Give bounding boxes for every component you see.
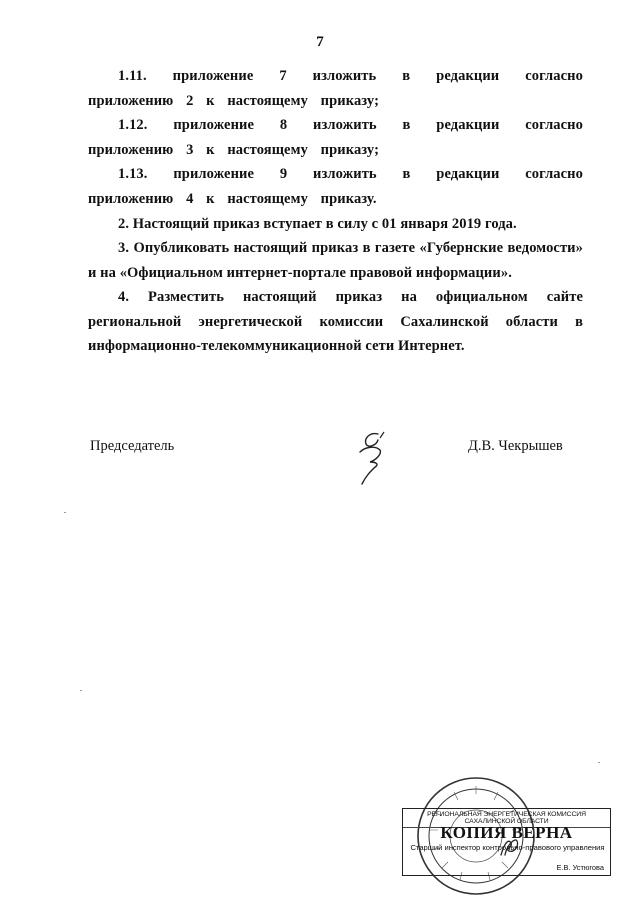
stamp-title: КОПИЯ ВЕРНА (440, 823, 573, 842)
paragraph-text: 1.12. приложение 8 изложить в редакции согласно приложению 3 к настоящему приказу; (88, 117, 583, 158)
stamp-organization: РЕГИОНАЛЬНАЯ ЭНЕРГЕТИЧЕСКАЯ КОМИССИЯ САХАЛИНСКОЙ ОБЛАСТИ (403, 811, 610, 828)
stamp-signer-name: Е.В. Устюгова (556, 863, 604, 872)
stamp-signature (495, 835, 525, 859)
paragraph-text: 2. Настоящий приказ вступает в силу с 01 января 2019 года. (118, 216, 517, 232)
paragraph-4 (88, 285, 583, 359)
scan-speck (64, 512, 66, 513)
scan-speck (598, 762, 600, 763)
paragraph-text: 1.11. приложение 7 изложить в редакции согласно приложению 2 к настоящему приказу; (88, 68, 583, 109)
paragraph-1-11 (88, 64, 583, 113)
scan-speck (80, 690, 82, 691)
paragraph-2 (88, 212, 583, 237)
paragraph-text: 3. Опубликовать настоящий приказ в газете «Губернские ведомости» и на «Официальном интернет-портале правовой информации». (88, 240, 583, 281)
page-number: 7 (316, 34, 324, 50)
signatory-position: Председатель (90, 438, 175, 454)
stamp-position: Старший инспектор контрольно-правового управления (410, 843, 605, 852)
signatory-name: Д.В. Чекрышев (468, 438, 563, 454)
handwritten-signature (350, 428, 400, 488)
paragraph-1-13 (88, 162, 583, 211)
certification-stamp (402, 808, 611, 876)
paragraph-3 (88, 236, 583, 285)
paragraph-text: 1.13. приложение 9 изложить в редакции согласно приложению 4 к настоящему приказу. (88, 166, 583, 207)
paragraph-text: 4. Разместить настоящий приказ на официальном сайте региональной энергетической комиссии Сахалинской области в информационно-телекоммуникационной сети Интернет. (88, 289, 583, 354)
paragraph-1-12 (88, 113, 583, 162)
